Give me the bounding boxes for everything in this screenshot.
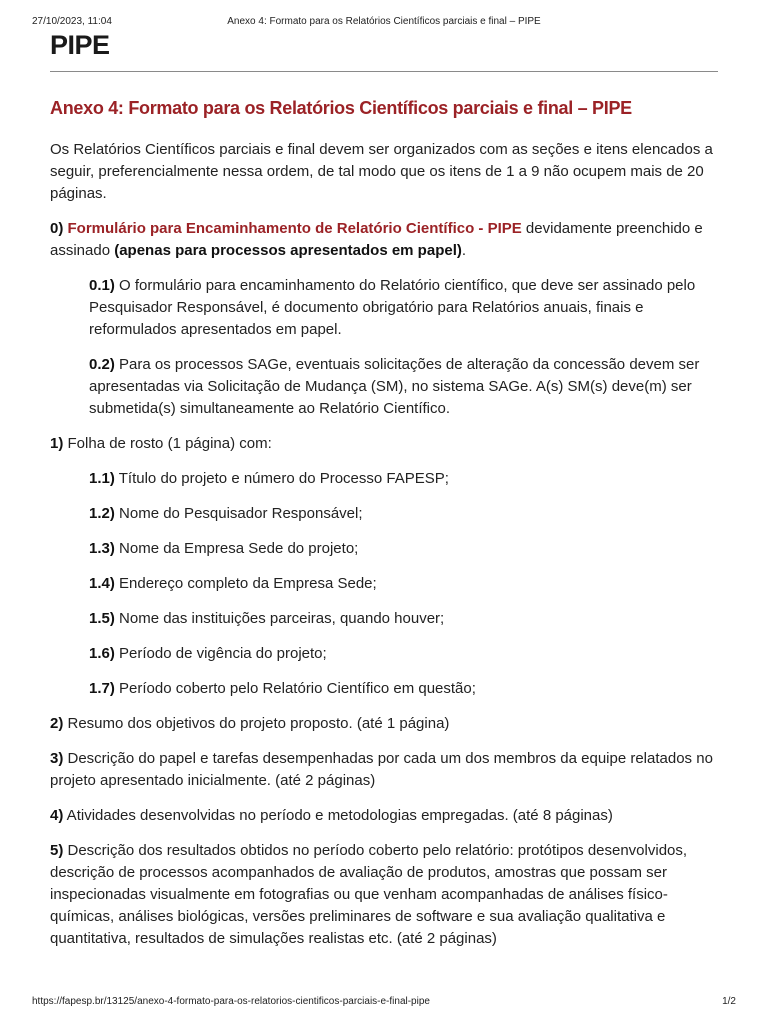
item-text: Período coberto pelo Relatório Científico em questão; <box>114 680 476 697</box>
item-0-2 <box>89 354 718 420</box>
item-number: 1.4) <box>89 575 115 592</box>
item-1-3 <box>89 538 718 560</box>
print-url: https://fapesp.br/13125/anexo-4-formato-para-os-relatorios-cientificos-parciais-e-final-pipe <box>32 996 430 1007</box>
item-number: 1) <box>50 435 64 452</box>
item-number: 3) <box>50 750 64 767</box>
print-date: 27/10/2023, 11:04 <box>32 16 112 27</box>
item-1 <box>50 433 718 455</box>
item-number: 5) <box>50 842 64 859</box>
item-bold-note: (apenas para processos apresentados em papel) <box>114 242 462 259</box>
item-number: 1.5) <box>89 610 115 627</box>
page-title: Anexo 4: Formato para os Relatórios Científicos parciais e final – PIPE <box>50 98 632 118</box>
print-footer <box>32 996 736 1010</box>
item-number: 1.1) <box>89 470 115 487</box>
item-text: Folha de rosto (1 página) com: <box>63 435 272 452</box>
item-number: 1.2) <box>89 505 115 522</box>
item-1-1 <box>89 468 718 490</box>
item-number: 2) <box>50 715 64 732</box>
intro-paragraph: Os Relatórios Científicos parciais e final devem ser organizados com as seções e itens elencados a seguir, preferencialmente nessa ordem, de tal modo que os itens de 1 a 9 não ocupem mais de 20 páginas. <box>50 141 713 202</box>
item-1-6 <box>89 643 718 665</box>
header-divider <box>50 71 718 72</box>
item-0 <box>50 218 718 262</box>
item-text: Atividades desenvolvidas no período e metodologias empregadas. (até 8 páginas) <box>63 807 613 824</box>
form-link[interactable]: Formulário para Encaminhamento de Relatório Científico - PIPE <box>67 220 522 237</box>
item-1-5 <box>89 608 718 630</box>
item-0-1 <box>89 275 718 341</box>
item-5 <box>50 840 718 950</box>
item-1-7 <box>89 678 718 700</box>
item-number: 1.3) <box>89 540 115 557</box>
item-number: 4) <box>50 807 64 824</box>
item-1-4 <box>89 573 718 595</box>
print-page-title: Anexo 4: Formato para os Relatórios Científicos parciais e final – PIPE <box>227 16 541 27</box>
item-text: Para os processos SAGe, eventuais solicitações de alteração da concessão devem ser apresentadas via Solicitação de Mudança (SM), no sistema SAGe. A(s) SM(s) deve(m) ser submetida(s) simultaneamente ao Relatório Científico. <box>89 356 700 417</box>
item-text: Período de vigência do projeto; <box>114 645 327 662</box>
item-number: 1.7) <box>89 680 115 697</box>
item-text: devidamente preenchido e assinado <box>50 220 703 259</box>
print-header <box>32 16 736 30</box>
item-text: Nome da Empresa Sede do projeto; <box>114 540 359 557</box>
site-logo[interactable]: PIPE <box>50 30 110 60</box>
item-text: Descrição do papel e tarefas desempenhadas por cada um dos membros da equipe relatados no projeto apresentado inicialmente. (até 2 páginas) <box>50 750 713 789</box>
item-number: 0) <box>50 220 64 237</box>
item-1-2 <box>89 503 718 525</box>
item-text: Nome do Pesquisador Responsável; <box>114 505 363 522</box>
item-text: O formulário para encaminhamento do Relatório científico, que deve ser assinado pelo Pesquisador Responsável, é documento obrigatório para Relatórios anuais, finais e reformulados apresentados em papel. <box>89 277 696 338</box>
item-4 <box>50 805 718 827</box>
item-text: Descrição dos resultados obtidos no período coberto pelo relatório: protótipos desenvolvidos, descrição de processos acompanhados de avaliação de produtos, amostras que possam ser inspecionadas visualmente em fotografias ou que venham acompanhadas de análises físico-químicas, análises biológicas, versões preliminares de software e sua avaliação qualitativa e quantitativa, resultados de simulações realistas etc. (até 2 páginas) <box>50 842 688 947</box>
item-text: Título do projeto e número do Processo FAPESP; <box>114 470 449 487</box>
item-text: Nome das instituições parceiras, quando houver; <box>114 610 445 627</box>
item-number: 0.1) <box>89 277 115 294</box>
item-text: Resumo dos objetivos do projeto proposto. (até 1 página) <box>63 715 450 732</box>
item-number: 0.2) <box>89 356 115 373</box>
article-content <box>50 94 718 963</box>
item-text: Endereço completo da Empresa Sede; <box>114 575 377 592</box>
item-text-end: . <box>461 242 467 259</box>
item-2 <box>50 713 718 735</box>
page-number: 1/2 <box>722 996 736 1007</box>
item-3 <box>50 748 718 792</box>
item-number: 1.6) <box>89 645 115 662</box>
